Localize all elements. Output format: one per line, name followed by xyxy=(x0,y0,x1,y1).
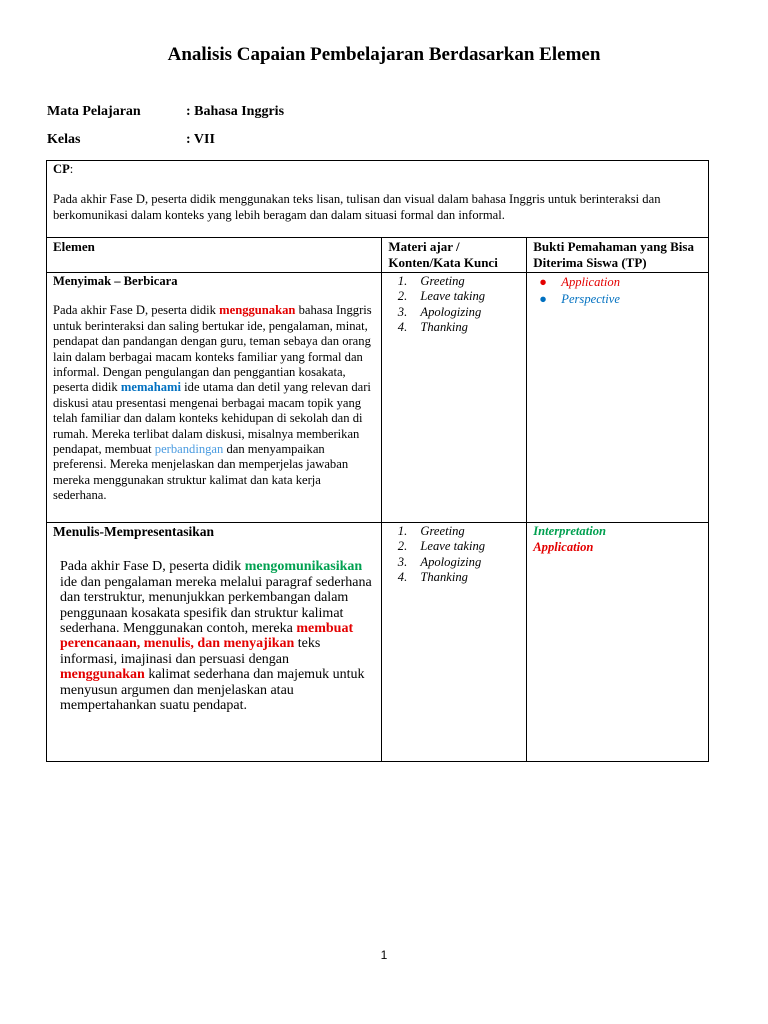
description-text: ide dan pengalaman mereka melalui paragraf sederhana dan terstruktur, menunjukkan perkembangan dalam penggunaan kosakata spesifik dan struktur kalimat sederhana. Menggunakan contoh, mereka xyxy=(60,574,372,637)
class-label: Kelas xyxy=(47,132,81,147)
keyword-highlight: menggunakan xyxy=(219,303,296,318)
subject-value: : Bahasa Inggris xyxy=(186,104,285,119)
cp-colon: : xyxy=(69,162,74,176)
list-item xyxy=(537,274,702,291)
header-materi: Materi ajar / Konten/Kata Kunci xyxy=(382,238,527,273)
element-description xyxy=(53,559,375,713)
description-text: kalimat sederhana dan majemuk untuk menyusun argumen dan menjelaskan atau mempertahankan suatu pendapat. xyxy=(60,667,365,714)
description-text: Pada akhir Fase D, peserta didik xyxy=(60,559,245,575)
header-elemen: Elemen xyxy=(47,238,382,273)
keyword-highlight: memahami xyxy=(120,380,182,395)
tp-cell xyxy=(527,273,709,523)
list-item: 2. Leave taking xyxy=(410,289,520,304)
table-row xyxy=(47,523,709,762)
list-item: 2. Leave taking xyxy=(410,539,520,554)
list-item: 1. Greeting xyxy=(410,274,520,289)
subject-label: Mata Pelajaran xyxy=(47,104,141,119)
tp-cell xyxy=(527,523,709,762)
class-value: : VII xyxy=(186,132,215,147)
description-text: teks informasi, imajinasi dan persuasi dengan xyxy=(60,636,321,667)
description-text: bahasa Inggris untuk berinteraksi dan saling bertukar ide, pengalaman, minat, pendapat dan pandangan dengan guru, teman sebaya dan orang lain dalam berbagai macam konteks familiar yang formal dan informal. Dengan pengulangan dan penggantian kosakata, peserta didik xyxy=(53,303,372,395)
list-item: 1. Greeting xyxy=(410,524,520,539)
list-item: 3. Apologizing xyxy=(410,555,520,570)
tp-label: Application xyxy=(561,275,621,289)
keyword-highlight: menggunakan xyxy=(60,667,145,683)
keyword-highlight: perbandingan xyxy=(154,442,224,457)
materi-list xyxy=(388,524,520,586)
elemen-cell xyxy=(47,523,382,762)
tp-label: Application xyxy=(533,539,594,554)
list-item: 4. Thanking xyxy=(410,320,520,335)
bullet-icon: ● xyxy=(539,292,547,306)
bullet-icon: ● xyxy=(539,275,547,289)
subject-line xyxy=(47,104,284,120)
page-number: 1 xyxy=(380,948,388,962)
tp-list xyxy=(533,274,702,308)
header-row xyxy=(47,238,709,273)
table-row xyxy=(47,273,709,523)
tp-label: Interpretation xyxy=(533,524,607,538)
tp-label: Perspective xyxy=(561,292,620,306)
document-title: Analisis Capaian Pembelajaran Berdasarkan Elemen xyxy=(167,44,601,65)
element-description xyxy=(53,303,375,503)
description-text: ide utama dan detil yang relevan dari diskusi atau presentasi mengenai berbagai macam topik yang telah familiar dan dalam konteks kehidupan di sekolah dan di rumah. Mereka terlibat dalam diskusi, misalnya memberikan pendapat, membuat xyxy=(53,380,371,457)
description-text: Pada akhir Fase D, peserta didik xyxy=(53,303,220,318)
list-item: 3. Apologizing xyxy=(410,305,520,320)
header-bukti: Bukti Pemahaman yang Bisa Diterima Siswa (TP) xyxy=(527,238,709,273)
class-line xyxy=(47,132,215,148)
section-title: Menulis-Mempresentasikan xyxy=(53,524,214,539)
keyword-highlight: membuat perencanaan, menulis, dan menyajikan xyxy=(60,621,354,652)
list-item xyxy=(537,291,702,308)
materi-list xyxy=(388,274,520,336)
keyword-highlight: mengomunikasikan xyxy=(244,559,363,575)
analysis-table xyxy=(46,160,709,762)
elemen-cell xyxy=(47,273,382,523)
materi-cell xyxy=(382,523,527,762)
section-title: Menyimak – Berbicara xyxy=(53,274,178,288)
materi-cell xyxy=(382,273,527,523)
list-item: 4. Thanking xyxy=(410,570,520,585)
cp-row xyxy=(47,161,709,238)
cp-cell xyxy=(47,161,709,238)
description-text: dan menyampaikan preferensi. Mereka menjelaskan dan memperjelas jawaban mereka menggunakan struktur kalimat dan kata kerja sederhana. xyxy=(53,442,349,503)
cp-text: Pada akhir Fase D, peserta didik menggunakan teks lisan, tulisan dan visual dalam bahasa Inggris untuk berinteraksi dan berkomunikasi dalam konteks yang lebih beragam dan dalam situasi formal dan informal. xyxy=(53,192,661,222)
cp-label: CP xyxy=(53,162,70,176)
